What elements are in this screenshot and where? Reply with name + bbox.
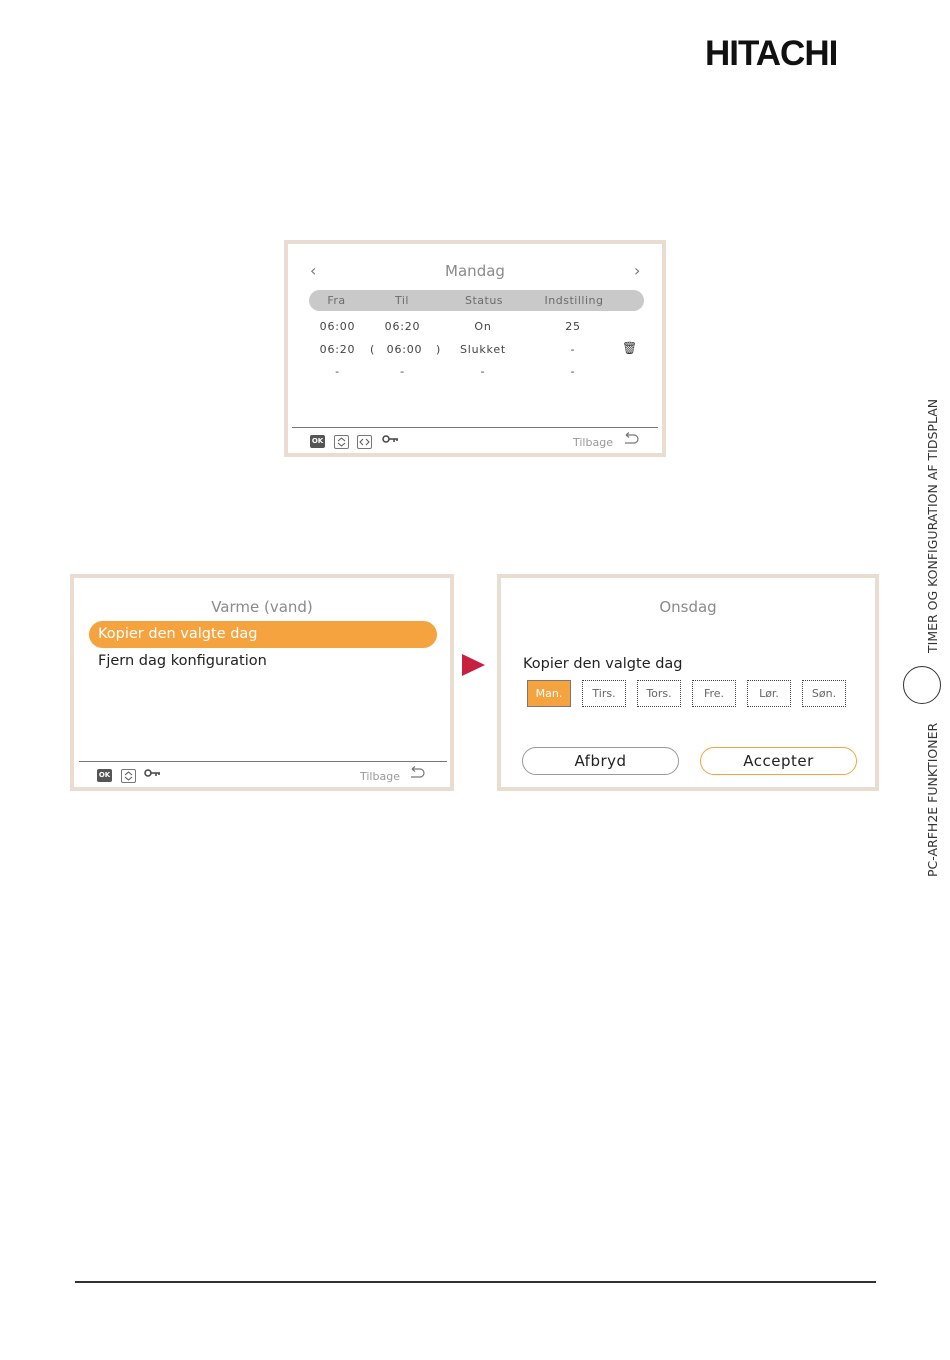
- day-option-tirs[interactable]: Tirs.: [582, 680, 626, 707]
- wrench-icon: [144, 767, 162, 782]
- chevron-left-icon[interactable]: ‹: [310, 261, 317, 280]
- day-option-fre[interactable]: Fre.: [692, 680, 736, 707]
- brand-logo: HITACHI: [705, 34, 838, 73]
- table-header: [309, 290, 644, 311]
- open-paren: (: [370, 343, 375, 356]
- copy-day-screen: [497, 574, 879, 791]
- row-from: -: [335, 365, 340, 378]
- day-option-son[interactable]: Søn.: [802, 680, 846, 707]
- col-setting: Indstilling: [544, 294, 604, 307]
- row-to: 06:00: [386, 343, 423, 356]
- menu-item-copy-day[interactable]: Kopier den valgte dag: [89, 621, 437, 648]
- menu-title: Varme (vand): [211, 598, 313, 616]
- col-status: Status: [464, 294, 504, 307]
- left-right-icon: [357, 435, 372, 449]
- row-status: -: [480, 365, 486, 378]
- col-from: Fra: [327, 294, 346, 307]
- row-status: Slukket: [459, 343, 507, 356]
- footer-rule: [75, 1281, 876, 1283]
- row-to: 06:20: [384, 320, 421, 333]
- day-option-lor[interactable]: Lør.: [747, 680, 791, 707]
- copy-label: Kopier den valgte dag: [523, 656, 683, 672]
- menu-item-remove-day[interactable]: Fjern dag konfiguration: [98, 653, 267, 669]
- row-from: 06:20: [319, 343, 356, 356]
- row-from: 06:00: [319, 320, 356, 333]
- ok-icon: OK: [97, 769, 112, 782]
- chevron-right-icon[interactable]: ›: [634, 261, 641, 280]
- close-paren: ): [436, 343, 441, 356]
- back-label[interactable]: Tilbage: [573, 436, 613, 449]
- accept-button[interactable]: Accepter: [700, 747, 857, 775]
- footer-divider: [79, 761, 447, 762]
- row-status: On: [474, 320, 492, 333]
- up-down-icon: [121, 769, 136, 783]
- page-number-circle: [903, 666, 941, 704]
- day-option-tors[interactable]: Tors.: [637, 680, 681, 707]
- menu-screen: [70, 574, 454, 791]
- side-section-title: TIMER OG KONFIGURATION AF TIDSPLAN: [925, 398, 940, 653]
- row-setting: -: [570, 365, 576, 378]
- row-setting: -: [570, 343, 576, 356]
- schedule-screen: [284, 240, 666, 457]
- trash-icon[interactable]: 🗑: [622, 341, 638, 355]
- side-chapter-title: PC-ARFH2E FUNKTIONER: [925, 722, 940, 877]
- row-setting: 25: [565, 320, 581, 333]
- next-step-arrow-icon: [462, 654, 485, 676]
- footer-divider: [292, 427, 658, 428]
- ok-icon: OK: [310, 435, 325, 448]
- day-option-man[interactable]: Man.: [527, 680, 571, 707]
- wrench-icon: [382, 433, 400, 448]
- target-day-title: Onsdag: [659, 598, 717, 616]
- back-label[interactable]: Tilbage: [360, 770, 400, 783]
- back-arrow-icon[interactable]: [622, 432, 640, 450]
- up-down-icon: [334, 435, 349, 449]
- col-to: Til: [395, 294, 409, 307]
- row-to: -: [400, 365, 405, 378]
- back-arrow-icon[interactable]: [408, 766, 426, 784]
- cancel-button[interactable]: Afbryd: [522, 747, 679, 775]
- day-title: Mandag: [445, 262, 505, 280]
